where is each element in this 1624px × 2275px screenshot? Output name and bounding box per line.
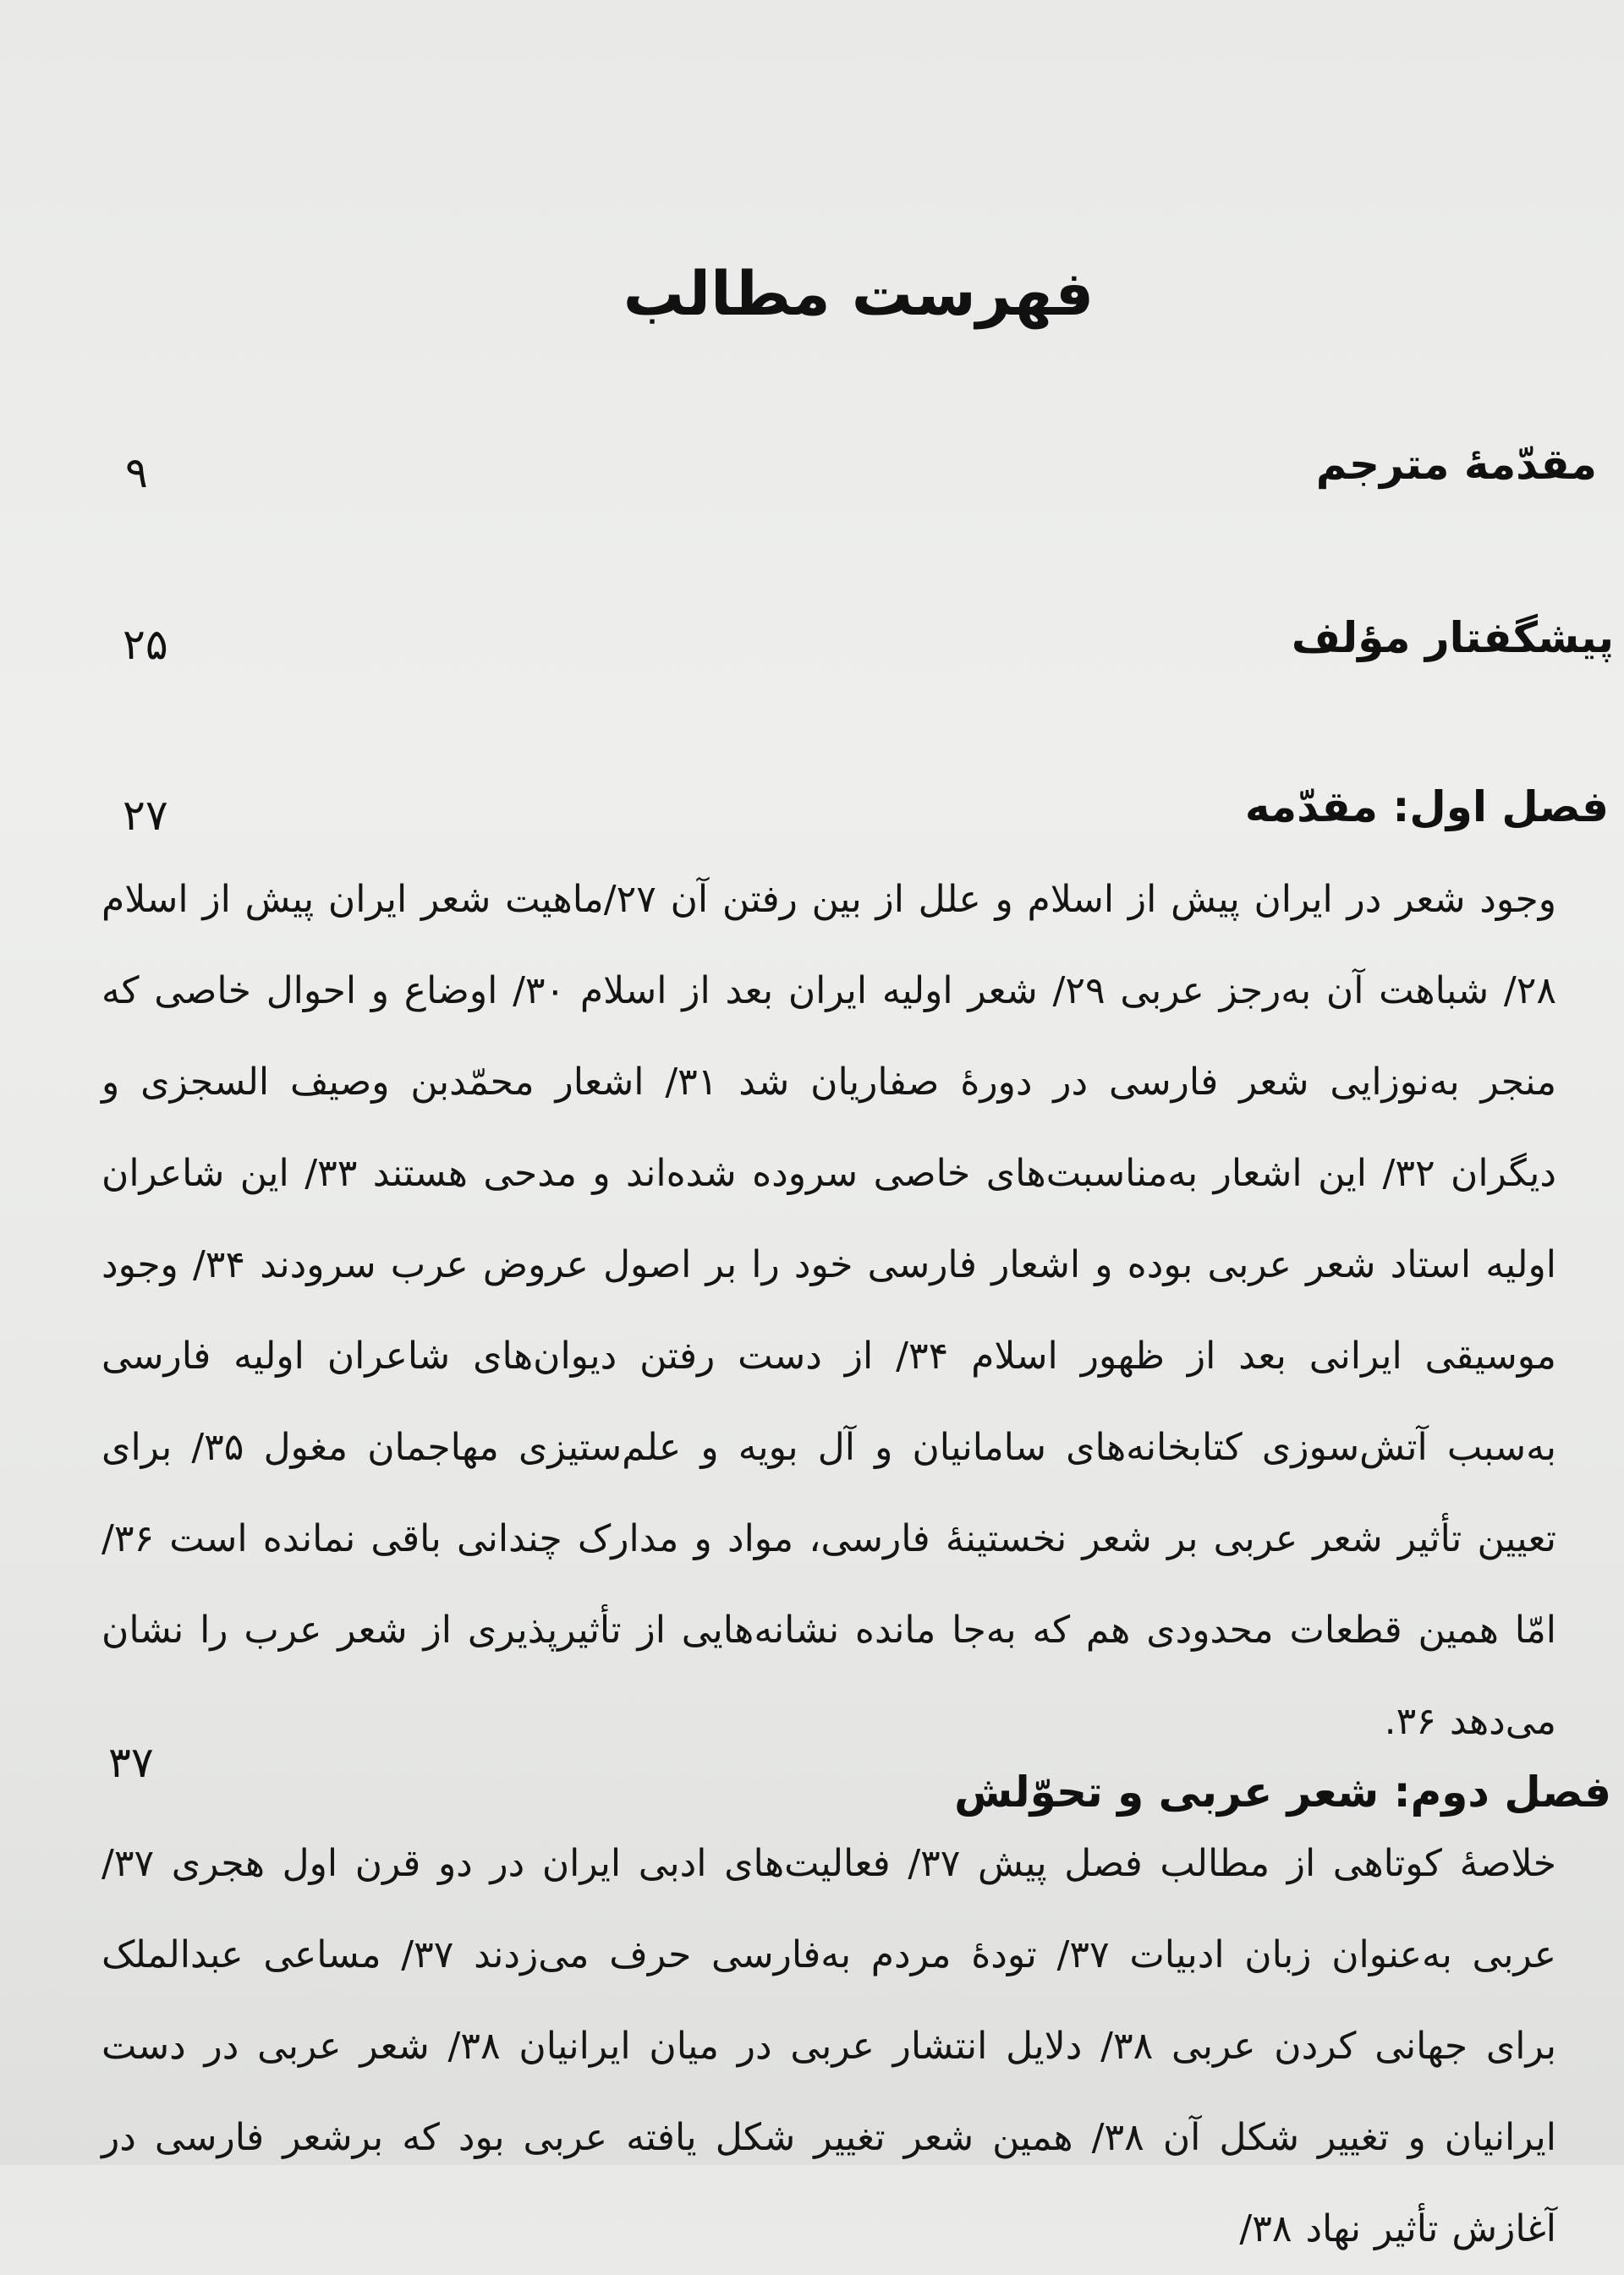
toc-page-number: ۹ (125, 448, 148, 497)
toc-page-number: ۳۷ (108, 1738, 154, 1787)
toc-entry-translator-intro: مقدّمۀ مترجم (1315, 440, 1597, 489)
page-title: فهرست مطالب (623, 258, 1095, 329)
toc-page-number: ۲۷ (123, 791, 168, 840)
toc-entry-author-preface: پیشگفتار مؤلف (1291, 613, 1614, 662)
toc-page-number: ۲۵ (123, 620, 168, 669)
chapter-2-summary: خلاصۀ کوتاهی از مطالب فصل پیش ۳۷/ فعالیت‌های ادبی ایران در دو قرن اول هجری ۳۷/عربی به‌عنوان زبان ادبیات ۳۷/ تودۀ مردم به‌فارسی حرف می‌زدند ۳۷/ مساعی عبدالملک برای جهانی کردن عربی ۳۸/ دلایل انتشار عربی در میان ایرانیان ۳۸/ شعر عربی در دست ایرانیان و تغییر شکل آن ۳۸/ همین شعر تغییر شکل یافته عربی بود که برشعر فارسی در آغازش تأثیر نهاد ۳۸/ (102, 1842, 1557, 2250)
toc-entry-chapter-2: فصل دوم: شعر عربی و تحوّلش (954, 1768, 1611, 1817)
chapter-1-summary: وجود شعر در ایران پیش از اسلام و علل از بین رفتن آن ۲۷/ماهیت شعر ایران پیش از اسلام ۲۸/ شباهت آن به‌رجز عربی ۲۹/ شعر اولیه ایران بعد از اسلام ۳۰/ اوضاع و احوال خاصی که منجر به‌نوزایی شعر فارسی در دورۀ صفاریان شد ۳۱/ اشعار محمّدبن وصیف السجزی و دیگران ۳۲/ این اشعار به‌مناسبت‌های خاصی سروده شده‌اند و مدحی هستند ۳۳/ این شاعران اولیه استاد شعر عربی بوده و اشعار فارسی خود را بر اصول عروض عرب سرودند ۳۴/ وجود موسیقی ایرانی بعد از ظهور اسلام ۳۴/ از دست رفتن دیوان‌های شاعران اولیه فارسی به‌سبب آتش‌سوزی کتابخانه‌های سامانیان و آل بویه و علم‌ستیزی مهاجمان مغول ۳۵/ برای تعیین تأثیر شعر عربی بر شعر نخستینۀ فارسی، مواد و مدارک چندانی باقی نمانده است ۳۶/ امّا همین قطعات محدودی هم که به‌جا مانده نشانه‌هایی از تأثیرپذیری از شعر عرب را نشان می‌دهد ۳۶. (102, 878, 1557, 1743)
toc-entry-chapter-1: فصل اول: مقدّمه (1244, 782, 1609, 831)
